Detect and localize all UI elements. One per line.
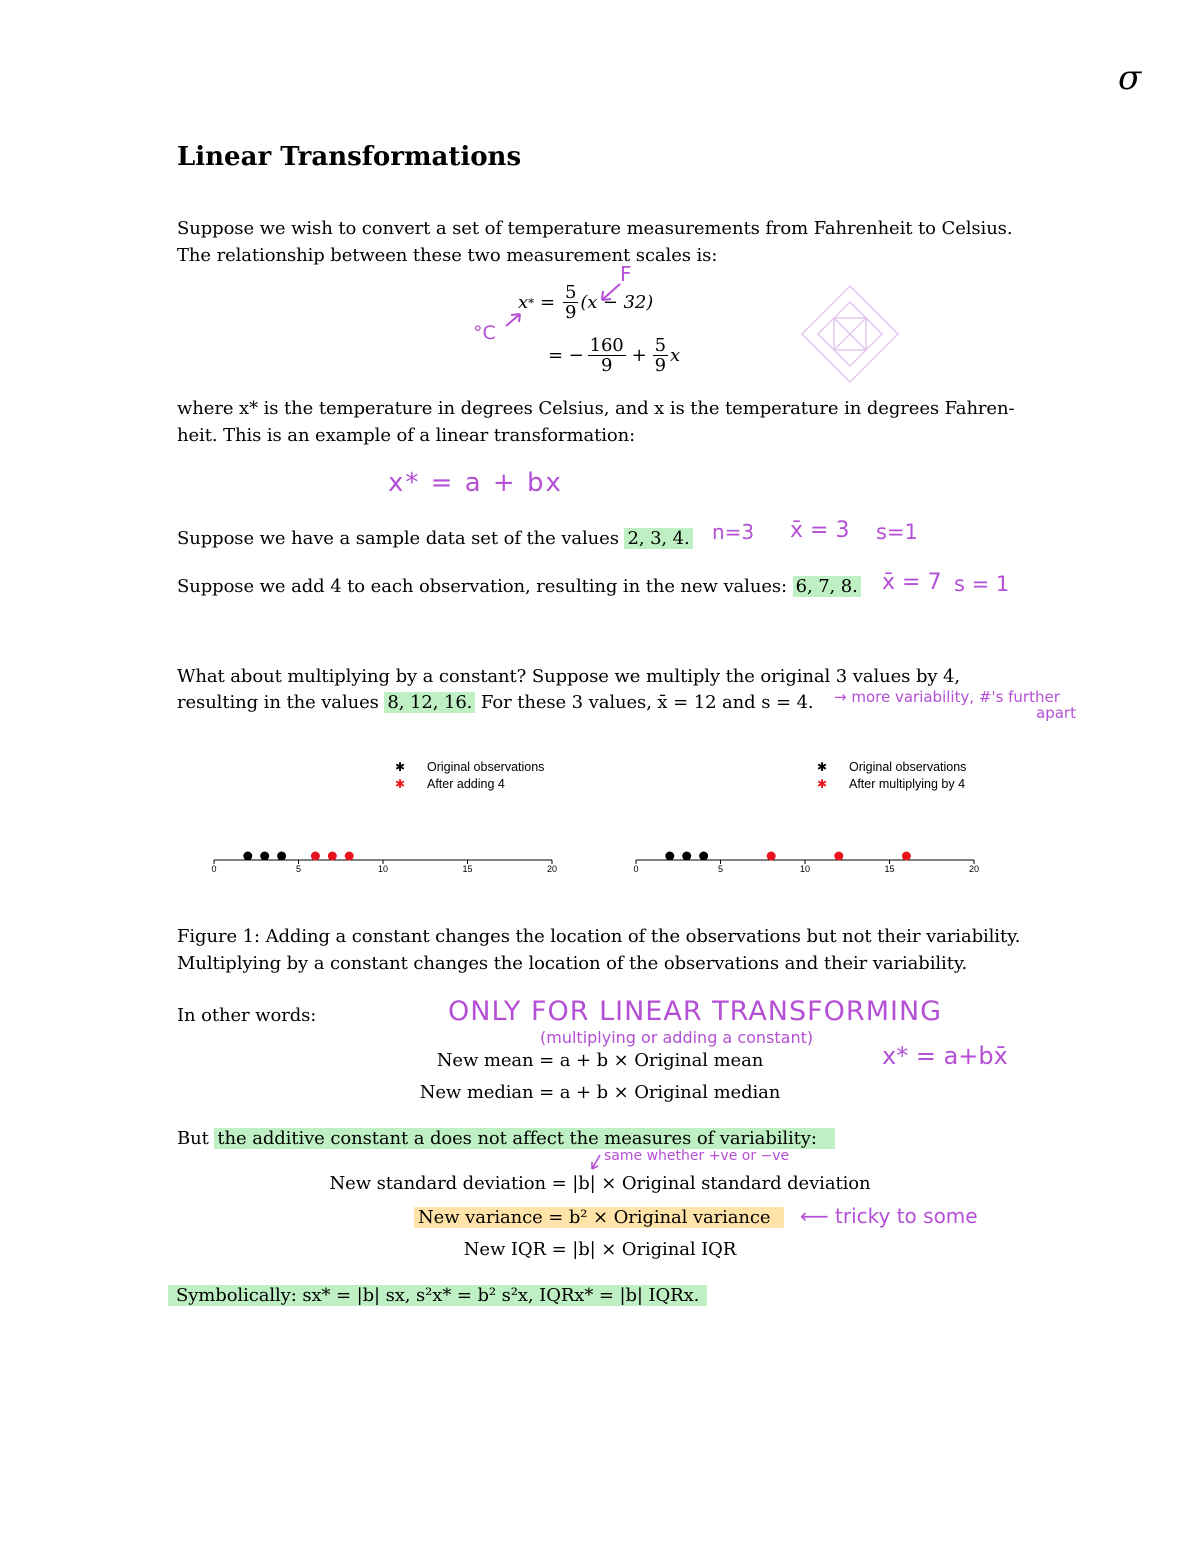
caption-line-2: Multiplying by a constant changes the location of the observations and their variability. — [177, 953, 968, 974]
other-words: In other words: — [177, 1005, 317, 1026]
chart-multiplying-point-star: ✱ — [902, 852, 911, 863]
sigma-logo: σ — [1118, 58, 1142, 98]
eq-equals: = — [539, 291, 555, 313]
rule-sd: New standard deviation = |b| × Original standard deviation — [329, 1173, 871, 1194]
chart-multiplying-point-star: ✱ — [699, 852, 708, 863]
chart-adding-tick-label: 10 — [377, 864, 389, 874]
rule-variance-wrap — [414, 1205, 784, 1231]
hand-only-linear-sub: (multiplying or adding a constant) — [540, 1028, 814, 1047]
chart-multiplying-point-star: ✱ — [682, 852, 691, 863]
chart-multiplying-legend-label: After multiplying by 4 — [849, 777, 966, 791]
chart-multiplying-tick-label: 20 — [968, 864, 980, 874]
chart-adding-point-star: ✱ — [243, 852, 252, 863]
faint-doodle-icon — [798, 282, 902, 386]
chart-multiplying — [622, 750, 992, 880]
intro-line-1: Suppose we wish to convert a set of temperature measurements from Fahrenheit to Celsius. — [177, 218, 1013, 239]
eq-fraction: $\frac{5}{9}$ — [564, 282, 577, 323]
chart-multiplying-tick-label: 5 — [717, 864, 724, 874]
chart-adding — [200, 750, 570, 880]
hand-linear-form-2: x* = a+bx̄ — [882, 1042, 1008, 1070]
chart-adding-legend-label: Original observations — [427, 760, 545, 774]
chart-multiplying-legend-marker: ✱ — [816, 777, 828, 791]
hand-only-linear: ONLY FOR LINEAR TRANSFORMING — [448, 996, 943, 1027]
eq2-x: x — [670, 344, 681, 366]
equation-line-1 — [518, 283, 653, 322]
add-values: 6, 7, 8. — [793, 576, 861, 597]
chart-adding-legend-marker: ✱ — [394, 777, 406, 791]
eq2-eq: = − — [548, 344, 584, 366]
where-line-2: heit. This is an example of a linear transformation: — [177, 425, 636, 446]
mult-line-2 — [177, 690, 814, 716]
chart-multiplying-legend-label: Original observations — [849, 760, 967, 774]
sample-line — [177, 526, 693, 552]
chart-multiplying-point-star: ✱ — [834, 852, 843, 863]
hand-more-variability: → more variability, #'s further — [834, 688, 1060, 706]
page-title: Linear Transformations — [177, 142, 522, 172]
hand-arrow-c-icon — [500, 306, 530, 332]
chart-multiplying-tick-label: 10 — [799, 864, 811, 874]
chart-adding-legend-marker: ✱ — [394, 760, 406, 774]
sample-values: 2, 3, 4. — [624, 528, 692, 549]
chart-multiplying-point-star: ✱ — [665, 852, 674, 863]
eq-star: * — [528, 295, 534, 310]
eq2-fraction-a: $\frac{160}{9}$ — [589, 335, 624, 376]
symbolic-line — [168, 1283, 707, 1309]
but-highlight: the additive constant a does not affect the measures of variability: — [214, 1128, 834, 1149]
mult-line-1: What about multiplying by a constant? Suppose we multiply the original 3 values by 4, — [177, 666, 961, 687]
chart-adding-point-star: ✱ — [345, 852, 354, 863]
hand-c-label: °C — [473, 322, 496, 344]
hand-apart: apart — [1036, 704, 1076, 722]
chart-adding-tick-label: 5 — [295, 864, 302, 874]
rule-iqr: New IQR = |b| × Original IQR — [463, 1239, 737, 1260]
chart-adding-tick-label: 15 — [462, 864, 473, 874]
intro-line-2: The relationship between these two measurement scales is: — [177, 245, 718, 266]
hand-tricky: ⟵ tricky to some — [800, 1204, 978, 1228]
chart-adding-point-star: ✱ — [260, 852, 269, 863]
chart-multiplying-tick-label: 0 — [633, 864, 639, 874]
chart-adding-tick-label: 20 — [546, 864, 558, 874]
hand-n3: n=3 — [712, 520, 755, 544]
eq2-fraction-b: $\frac{5}{9}$ — [654, 335, 666, 376]
rule-mean: New mean = a + b × Original mean — [436, 1050, 764, 1071]
hand-arrow-f-icon — [590, 280, 630, 306]
hand-xbar3: x̄ = 3 — [790, 518, 850, 543]
hand-s1: s=1 — [876, 520, 918, 544]
hand-f-label: F — [620, 262, 632, 286]
hand-same-sign: same whether +ve or −ve — [604, 1148, 790, 1164]
add-prefix: Suppose we add 4 to each observation, resulting in the new values: — [177, 576, 787, 597]
eq-paren: (x − 32) — [580, 291, 654, 313]
hand-linear-form: x* = a + bx — [388, 468, 563, 498]
chart-adding-legend-label: After adding 4 — [427, 777, 505, 791]
chart-adding-point-star: ✱ — [328, 852, 337, 863]
symbolic-text: Symbolically: sx* = |b| sx, s²x* = b² s²x, IQRx* = |b| IQRx. — [168, 1285, 707, 1306]
eq2-plus: + — [631, 344, 647, 366]
add-line — [177, 574, 861, 600]
chart-adding-point-star: ✱ — [277, 852, 286, 863]
chart-adding-tick-label: 0 — [211, 864, 217, 874]
mult-prefix: resulting in the values — [177, 692, 379, 713]
rule-median: New median = a + b × Original median — [419, 1082, 781, 1103]
hand-xbar7: x̄ = 7 — [882, 570, 942, 595]
chart-adding-point-star: ✱ — [311, 852, 320, 863]
hand-s1b: s = 1 — [954, 572, 1010, 596]
chart-multiplying-tick-label: 15 — [884, 864, 895, 874]
caption-line-1: Figure 1: Adding a constant changes the location of the observations but not their variability. — [177, 926, 1021, 947]
chart-multiplying-legend-marker: ✱ — [816, 760, 828, 774]
chart-multiplying-point-star: ✱ — [767, 852, 776, 863]
sample-prefix: Suppose we have a sample data set of the values — [177, 528, 619, 549]
equation-line-2 — [548, 336, 680, 375]
mult-suffix: For these 3 values, x̄ = 12 and s = 4. — [480, 692, 814, 713]
eq-lhs: x — [518, 291, 529, 313]
where-line-1: where x* is the temperature in degrees Celsius, and x is the temperature in degrees Fahren- — [177, 398, 1015, 419]
rule-variance: New variance = b² × Original variance — [414, 1207, 784, 1228]
mult-values: 8, 12, 16. — [384, 692, 475, 713]
but-prefix: But — [177, 1128, 209, 1149]
